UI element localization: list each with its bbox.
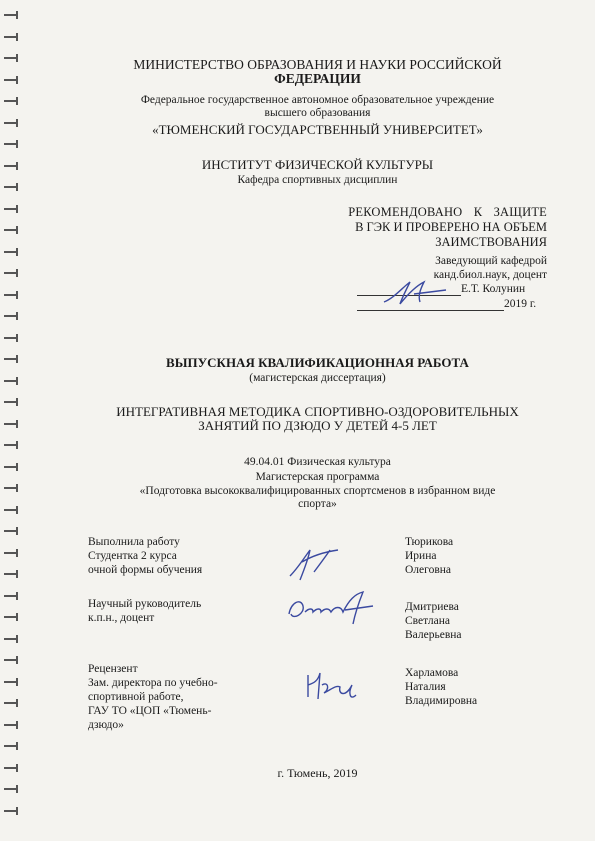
recommendation-stamp (320, 205, 547, 250)
binding-mark (4, 659, 16, 661)
federal-line2: высшего образования (264, 107, 371, 119)
recommend-line3: ЗАИМСТВОВАНИЯ (435, 235, 547, 249)
student-first-name: Ирина (405, 550, 437, 562)
institute-name: ИНСТИТУТ ФИЗИЧЕСКОЙ КУЛЬТУРЫ (201, 157, 434, 172)
binding-mark (4, 36, 16, 38)
binding-mark (4, 143, 16, 145)
binding-mark (4, 444, 16, 446)
binding-mark (4, 810, 16, 812)
binding-mark (4, 509, 16, 511)
binding-mark (4, 638, 16, 640)
binding-mark (4, 100, 16, 102)
reviewer-label3: спортивной работе, (88, 691, 184, 703)
binding-mark (4, 573, 16, 575)
binding-mark (4, 57, 16, 59)
program-label: Магистерская программа (255, 471, 380, 483)
specialty-code: 49.04.01 Физическая культура (244, 456, 391, 468)
binding-mark (4, 251, 16, 253)
reviewer-label1: Рецензент (88, 663, 138, 675)
head-name: Е.Т. Колунин (461, 283, 526, 295)
binding-mark (4, 272, 16, 274)
student-labels (88, 535, 202, 577)
reviewer-label5: дзюдо» (88, 719, 124, 731)
supervisor-patronymic: Валерьевна (405, 629, 462, 641)
binding-mark (4, 337, 16, 339)
student-label2: Студентка 2 курса (88, 550, 177, 562)
binding-mark (4, 745, 16, 747)
binding-mark (4, 788, 16, 790)
head-year: 2019 г. (504, 298, 537, 310)
federal-institution (40, 94, 595, 120)
binding-mark (4, 294, 16, 296)
binding-mark (4, 401, 16, 403)
topic-line2: ЗАНЯТИЙ ПО ДЗЮДО У ДЕТЕЙ 4-5 ЛЕТ (198, 418, 437, 433)
binding-mark (4, 79, 16, 81)
binding-mark (4, 681, 16, 683)
student-label1: Выполнила работу (88, 536, 180, 548)
binding-mark (4, 487, 16, 489)
binding-mark (4, 14, 16, 16)
student-surname: Тюрикова (405, 536, 454, 548)
binding-mark (4, 423, 16, 425)
supervisor-surname: Дмитриева (405, 601, 459, 613)
supervisor-labels (88, 597, 201, 625)
university-name: «ТЮМЕНСКИЙ ГОСУДАРСТВЕННЫЙ УНИВЕРСИТЕТ» (152, 122, 483, 137)
binding-mark (4, 724, 16, 726)
recommend-line2: В ГЭК И ПРОВЕРЕНО НА ОБЪЕМ (355, 220, 547, 234)
student-label3: очной формы обучения (88, 564, 203, 576)
program-name-line2: спорта» (298, 498, 337, 510)
work-subtitle: (магистерская диссертация) (249, 372, 386, 384)
program-name-line1: «Подготовка высококвалифицированных спортсменов в избранном виде (139, 485, 496, 497)
binding-mark (4, 165, 16, 167)
work-title: ВЫПУСКНАЯ КВАЛИФИКАЦИОННАЯ РАБОТА (166, 355, 469, 370)
recommend-line1: РЕКОМЕНДОВАНО К ЗАЩИТЕ (348, 205, 547, 219)
supervisor-label1: Научный руководитель (88, 598, 202, 610)
reviewer-first-name: Наталия (405, 681, 446, 693)
supervisor-label2: к.п.н., доцент (88, 612, 155, 624)
supervisor-name (405, 600, 462, 642)
student-patronymic: Олеговна (405, 564, 452, 576)
binding-mark (4, 767, 16, 769)
binding-mark (4, 530, 16, 532)
ministry-line1: МИНИСТЕРСТВО ОБРАЗОВАНИЯ И НАУКИ РОССИЙСКОЙ (133, 57, 502, 72)
thesis-topic (40, 405, 595, 433)
binding-mark (4, 616, 16, 618)
binding-mark (4, 380, 16, 382)
binding-mark (4, 466, 16, 468)
reviewer-labels (88, 662, 218, 732)
binding-mark (4, 229, 16, 231)
binding-mark (4, 186, 16, 188)
reviewer-label2: Зам. директора по учебно- (88, 677, 218, 689)
federal-line1: Федеральное государственное автономное образовательное учреждение (140, 94, 495, 106)
ministry-heading (40, 58, 595, 86)
reviewer-signature-icon (300, 665, 362, 709)
binding-mark (4, 315, 16, 317)
binding-mark (4, 208, 16, 210)
city-year: г. Тюмень, 2019 (277, 766, 358, 780)
reviewer-surname: Харламова (405, 667, 459, 679)
reviewer-patronymic: Владимировна (405, 695, 478, 707)
reviewer-name (405, 666, 477, 708)
binding-mark (4, 122, 16, 124)
binding-margin (0, 0, 22, 841)
department-name: Кафедра спортивных дисциплин (237, 174, 398, 186)
head-signature-icon (380, 276, 450, 308)
topic-line1: ИНТЕГРАТИВНАЯ МЕТОДИКА СПОРТИВНО-ОЗДОРОВИТЕЛЬНЫХ (116, 404, 519, 419)
head-role: Заведующий кафедрой (435, 255, 547, 267)
student-signature-icon (284, 542, 344, 584)
binding-mark (4, 358, 16, 360)
program-name (40, 485, 595, 511)
head-degree: канд.биол.наук, доцент (433, 269, 547, 281)
supervisor-signature-icon (283, 588, 378, 628)
supervisor-first-name: Светлана (405, 615, 450, 627)
binding-mark (4, 702, 16, 704)
ministry-line2: ФЕДЕРАЦИИ (274, 71, 361, 86)
reviewer-label4: ГАУ ТО «ЦОП «Тюмень- (88, 705, 212, 717)
binding-mark (4, 595, 16, 597)
binding-mark (4, 552, 16, 554)
student-name (405, 535, 453, 577)
